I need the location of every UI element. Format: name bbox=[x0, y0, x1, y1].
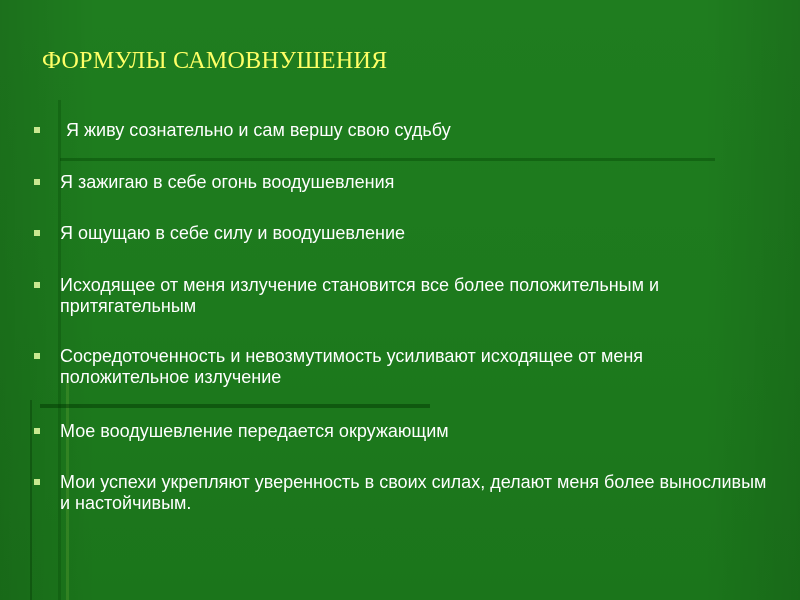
bullet-square-icon bbox=[34, 353, 40, 359]
bullet-item bbox=[30, 120, 770, 141]
bullet-item bbox=[30, 223, 770, 244]
bullet-text: Я зажигаю в себе огонь воодушевления bbox=[60, 172, 395, 192]
bullet-square-icon bbox=[34, 179, 40, 185]
bullet-item bbox=[30, 472, 770, 514]
bullet-square-icon bbox=[34, 428, 40, 434]
bullet-square-icon bbox=[34, 127, 40, 133]
bullet-item bbox=[30, 275, 770, 317]
bullet-text: Сосредоточенность и невозмутимость усиливают исходящее от меня положительное излучение bbox=[60, 346, 644, 387]
bullet-text: Мое воодушевление передается окружающим bbox=[60, 421, 449, 441]
bullet-text: Я ощущаю в себе силу и воодушевление bbox=[60, 223, 406, 243]
bullet-text: Я живу сознательно и сам вершу свою судьбу bbox=[66, 120, 451, 140]
decorative-streak bbox=[60, 158, 715, 161]
bullet-text: Мои успехи укрепляют уверенность в своих силах, делают меня более выносливым и настойчивым. bbox=[60, 472, 767, 513]
bullet-square-icon bbox=[34, 479, 40, 485]
slide-title: ФОРМУЛЫ САМОВНУШЕНИЯ bbox=[42, 48, 388, 74]
bullet-item bbox=[30, 421, 770, 442]
bullet-square-icon bbox=[34, 230, 40, 236]
bullet-square-icon bbox=[34, 282, 40, 288]
bullet-text: Исходящее от меня излучение становится все более положительным и притягательным bbox=[60, 275, 660, 316]
bullet-item bbox=[30, 346, 770, 388]
decorative-streak bbox=[40, 404, 430, 408]
bullet-item bbox=[30, 172, 770, 193]
